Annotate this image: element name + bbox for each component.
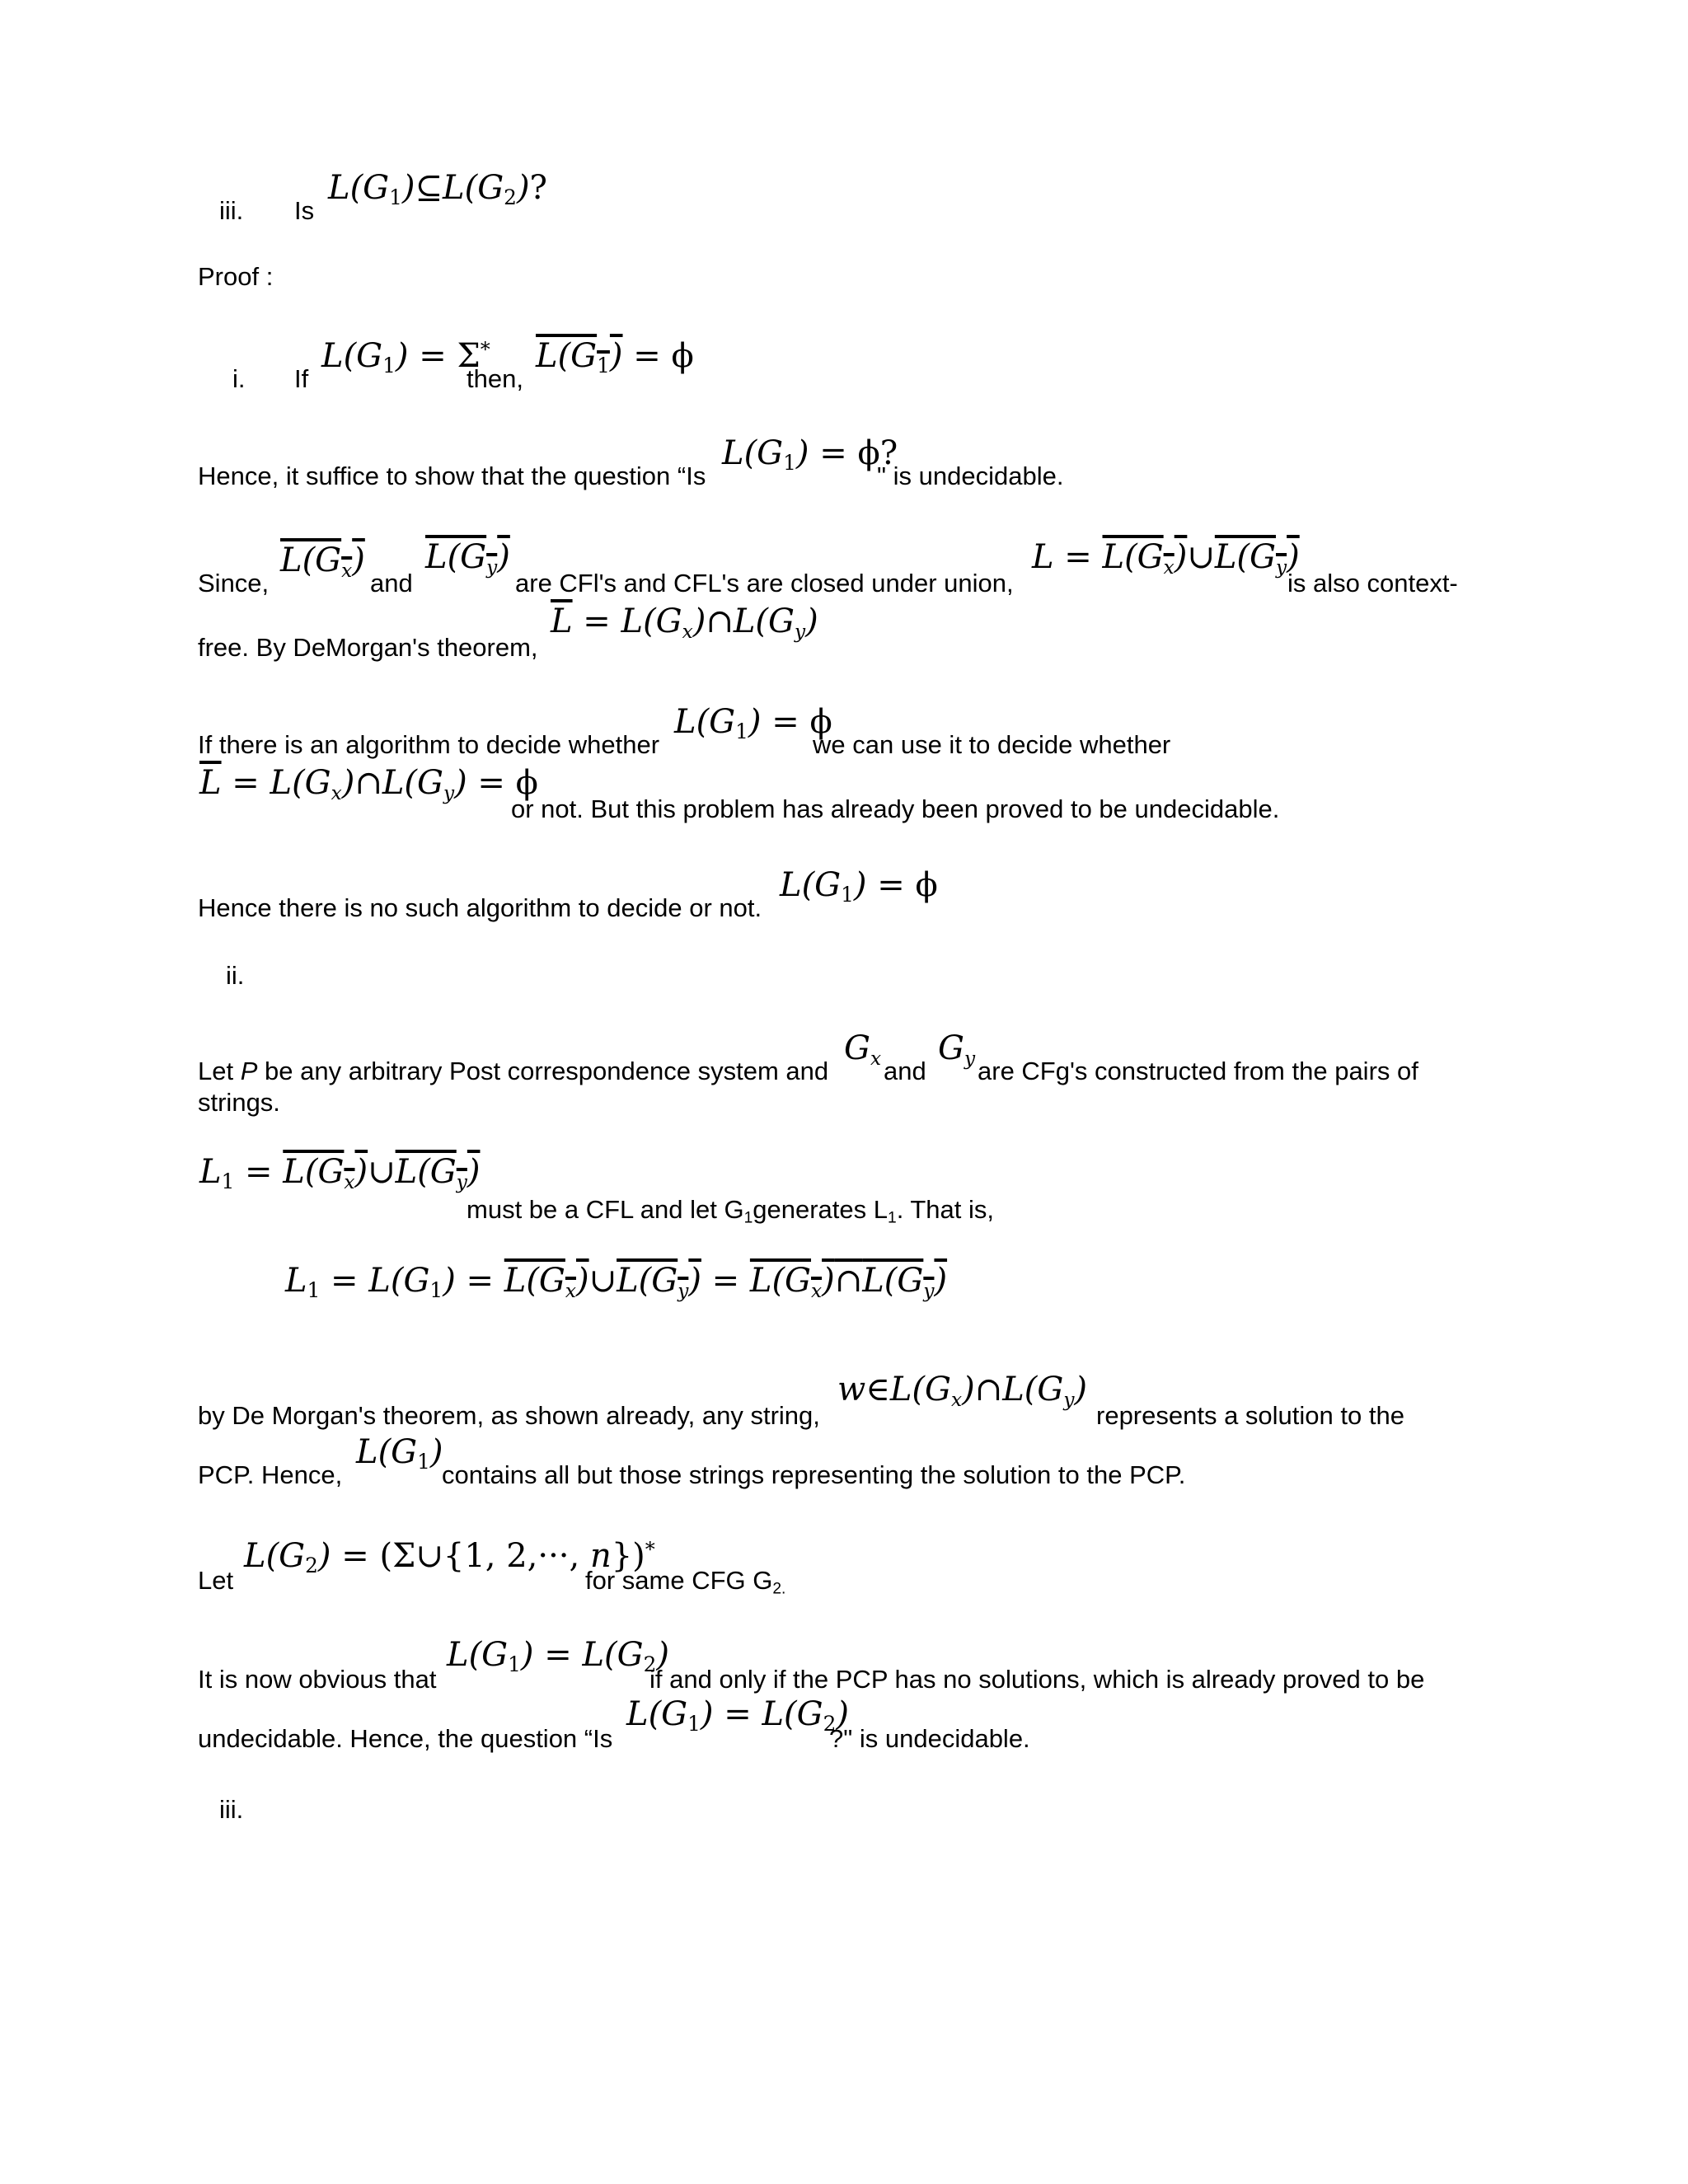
pairs-text: are CFg's constructed from the pairs of (978, 1057, 1418, 1085)
must-be-cfl-text: must be a CFL and let $G_1generates$ $L_1$. That is, (467, 1195, 994, 1227)
formula-l-union: $L = L(G_x)\cup L(G_y)$ (1032, 538, 1300, 579)
is-undecidable-text: " is undecidable. (877, 462, 1064, 490)
formula-lgy-bar: $L(G_y)$ (425, 538, 510, 579)
demorgan-string-text: by De Morgan's theorem, as shown already, any string, (198, 1401, 820, 1430)
context-text: is also context- (1287, 569, 1458, 598)
since-text: Since, (198, 569, 270, 598)
section-numeral-iii-bottom: iii. (219, 1795, 244, 1824)
closed-union-text: are CFl's and CFL's are closed under union, (515, 569, 1014, 598)
formula-lg1-eq-lg2: $L(G_1) = L(G_2)$ (447, 1636, 669, 1676)
decide-whether-text: we can use it to decide whether (813, 730, 1171, 759)
hence-suffice-text: Hence, it suffice to show that the question “Is (198, 462, 706, 490)
formula-lbar-empty: $\overline{L}$ = $L(G_x)\cap L(G_y) = \phi$ (199, 764, 538, 804)
formula-gx: $G_x$ (844, 1029, 882, 1070)
let-text: Let (198, 1566, 234, 1595)
is-text: Is (294, 196, 315, 225)
then-text: then, (467, 364, 523, 393)
formula-lg2-def: $L(G_2)$ = (Σ∪{1, 2,···, n})* (244, 1537, 655, 1578)
formula-l1-chain: $L_1 = L(G_1)$ = $L(G_x)\cup L(G_y)$ = $L(G_x)\cap L(G_y)$ (285, 1262, 948, 1302)
p-variable: P (240, 1057, 258, 1085)
algorithm-text: If there is an algorithm to decide whether (198, 730, 660, 759)
formula-lgx-bar: $L(G_x)$ (280, 541, 365, 582)
iff-text: if and only if the PCP has no solutions, which is already proved to be (649, 1665, 1425, 1694)
formula-lg1: $L(G_1)$ (356, 1433, 443, 1474)
formula-lg1-eq-lg2-2: $L(G_1) = L(G_2)$ (626, 1695, 849, 1736)
is-undecidable-text-2: ?" is undecidable. (829, 1724, 1030, 1753)
formula-l1-empty-2: $L(G_1) = \phi$ (780, 866, 938, 907)
part-ii-numeral: ii. (226, 961, 245, 990)
contains-text: contains all but those strings representing the solution to the PCP. (442, 1460, 1186, 1489)
pcp-hence-text: PCP. Hence, (198, 1460, 343, 1489)
formula-lbar-intersection: $\overline{L}$ = $L(G_x)\cap L(G_y)$ (551, 602, 818, 643)
formula-subset: $L(G_1)⊆L(G_2)$? (328, 169, 547, 209)
no-algorithm-text: Hence there is no such algorithm to decide or not. (198, 893, 762, 922)
and-text-2: and (884, 1057, 926, 1085)
part-i-numeral: i. (232, 364, 246, 393)
and-text: and (370, 569, 413, 598)
section-numeral-iii: iii. (219, 196, 244, 225)
formula-w-in: $w\in L(G_x)\cap L(G_y)$ (837, 1371, 1088, 1411)
formula-empty-question: $L(G_1) = \phi$? (722, 434, 898, 475)
proof-label: Proof : (198, 262, 274, 291)
let-p-text: Let P be any arbitrary Post correspondence system and (198, 1057, 829, 1085)
represents-text: represents a solution to the (1096, 1401, 1404, 1430)
or-not-text: or not. But this problem has already been proved to be undecidable. (511, 794, 1280, 823)
formula-l1-empty: $L(G_1) = \phi$ (674, 703, 832, 743)
formula-l1-union: $L_1$ = $L(G_x)\cup L(G_y)$ (199, 1153, 481, 1193)
obvious-text: It is now obvious that (198, 1665, 437, 1694)
undecidable-question-text: undecidable. Hence, the question “Is (198, 1724, 613, 1753)
formula-gy: $G_y$ (938, 1029, 976, 1070)
formula-complement-empty: $L(G_1) = \phi$ (536, 337, 694, 377)
formula-sigma-star: $L(G_1) = \Sigma^*$ (321, 337, 490, 378)
if-text: If (294, 364, 309, 393)
strings-text: strings. (198, 1088, 280, 1117)
free-demorgan-text: free. By DeMorgan's theorem, (198, 633, 538, 662)
same-cfg-text: for same CFG $G_{2.}$ (585, 1566, 786, 1598)
